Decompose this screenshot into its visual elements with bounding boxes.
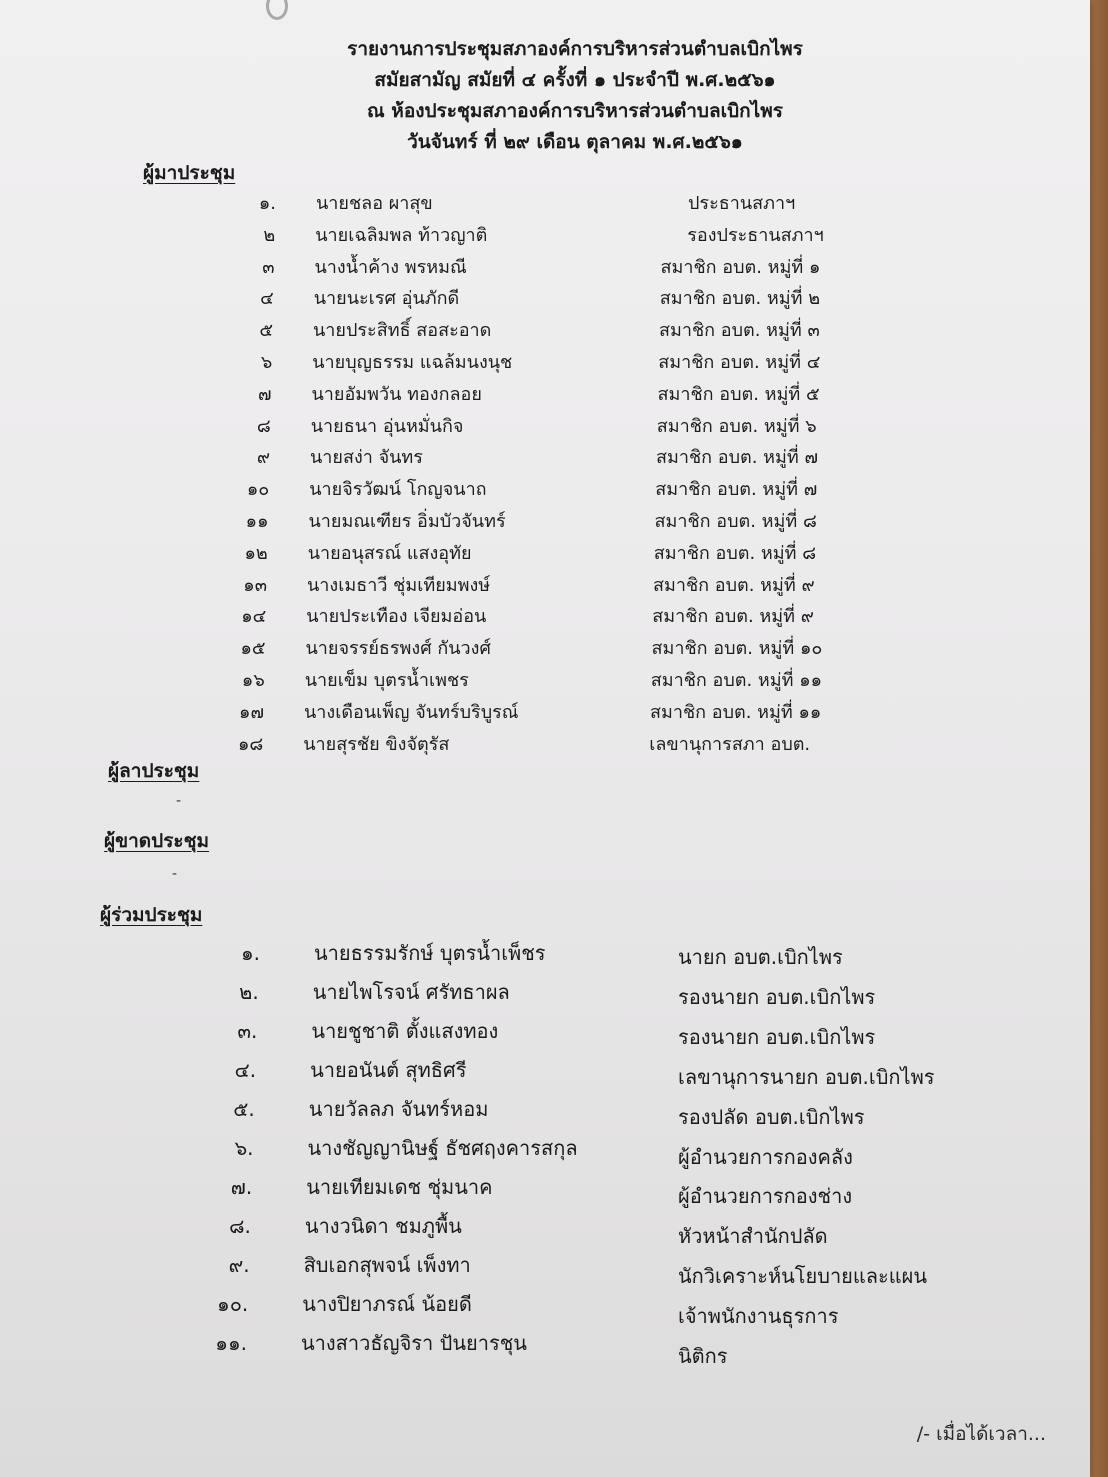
participant-name: นายชูชาติ ตั้งแสงทอง: [311, 1019, 499, 1043]
attendee-name: นายอัมพวัน ทองกลอย: [311, 383, 482, 405]
attendee-row: [0, 379, 1090, 409]
attendee-name: นายเฉลิมพล ท้าวญาติ: [315, 224, 488, 246]
participant-number: ๑๐.: [217, 1292, 249, 1316]
participant-row: [0, 1132, 1090, 1169]
participant-number: ๕.: [233, 1097, 255, 1121]
leave-value: -: [176, 793, 182, 809]
attendee-position: เลขานุการสภา อบต.: [649, 733, 811, 755]
attendee-row: [0, 188, 1090, 218]
participant-row: [0, 1210, 1090, 1249]
participant-name: นางชัญญานิษฐ์ ธัชศฤงคารสกุล: [307, 1136, 578, 1160]
participant-name: นางปิยาภรณ์ น้อยดี: [302, 1292, 472, 1316]
header-session: สมัยสามัญ สมัยที่ ๔ ครั้งที่ ๑ ประจำปี พ.ศ.๒๕๖๑: [374, 69, 776, 91]
attendee-position: สมาชิก อบต. หมู่ที่ ๘: [653, 542, 817, 564]
attendee-position: สมาชิก อบต. หมู่ที่ ๙: [653, 574, 815, 596]
header-title: รายงานการประชุมสภาองค์การบริหารส่วนตำบลเบิกไพร: [347, 38, 803, 60]
attendee-name: นายประสิทธิ์ สอสะอาด: [313, 320, 492, 342]
attendee-name: นายเข็ม บุตรน้ำเพชร: [304, 670, 469, 691]
attendee-position: สมาชิก อบต. หมู่ที่ ๔: [658, 352, 821, 373]
participant-position: นิติกร: [678, 1344, 728, 1368]
attendee-name: นายนะเรศ อุ่นภักดี: [313, 288, 460, 310]
attendee-name: นางน้ำค้าง พรหมณี: [314, 256, 467, 278]
attendee-position: สมาชิก อบต. หมู่ที่ ๒: [659, 288, 821, 310]
participant-number: ๖.: [234, 1136, 254, 1160]
binder-ring: [266, 0, 288, 20]
attendee-row: [0, 220, 1090, 250]
attendee-number: ๖: [260, 352, 273, 373]
attendee-number: ๘: [256, 415, 271, 437]
participant-number: ๙.: [228, 1253, 250, 1277]
attendee-name: นายมณเฑียร อิ่มบัวจันทร์: [308, 511, 506, 532]
attendee-row: [0, 665, 1090, 695]
attendee-number: ๑๑: [245, 511, 269, 532]
participant-row: [0, 1015, 1090, 1049]
participant-name: สิบเอกสุพจน์ เพ็งทา: [303, 1253, 471, 1277]
attendee-position: รองประธานสภาฯ: [687, 224, 824, 246]
attendee-position: สมาชิก อบต. หมู่ที่ ๙: [652, 606, 814, 628]
attendee-number: ๑๗: [239, 701, 264, 723]
attendee-name: นายชลอ ผาสุข: [316, 193, 433, 214]
attendee-position: สมาชิก อบต. หมู่ที่ ๑: [660, 256, 821, 278]
attendee-position: ประธานสภาฯ: [688, 193, 796, 214]
attendee-position: สมาชิก อบต. หมู่ที่ ๑๐: [651, 638, 823, 660]
attendee-row: [0, 252, 1090, 282]
attendee-name: นายบุญธรรม แฉล้มนงนุช: [312, 352, 513, 373]
attendee-number: ๑๐: [246, 479, 270, 501]
document-header: [0, 34, 1090, 158]
attendee-number: ๑๕: [240, 638, 266, 660]
attendee-row: [0, 474, 1090, 504]
attendee-position: สมาชิก อบต. หมู่ที่ ๖: [656, 415, 817, 437]
attendee-row: [0, 506, 1090, 536]
participant-number: ๓.: [237, 1019, 258, 1043]
participant-name: นายเทียมเดช ชุ่มนาค: [306, 1175, 493, 1199]
participant-name: นายวัลลภ จันทร์หอม: [308, 1097, 489, 1121]
participant-position: รองปลัด อบต.เบิกไพร: [678, 1104, 865, 1129]
attendee-number: ๕: [259, 320, 273, 342]
absent-value: -: [172, 866, 178, 882]
attendee-position: สมาชิก อบต. หมู่ที่ ๑๑: [650, 670, 823, 691]
attendee-number: ๑๓: [243, 574, 267, 596]
attendee-name: นายสุรชัย ขิงจัตุรัส: [303, 733, 450, 755]
attendee-row: [0, 570, 1090, 600]
attendee-row: [0, 347, 1090, 377]
attendee-name: นายจรรย์ธรพงศ์ กันวงศ์: [305, 638, 491, 660]
participant-name: นายไพโรจน์ ศรัทธาผล: [312, 980, 510, 1004]
participant-row: [0, 976, 1090, 1010]
attendee-row: [0, 411, 1090, 441]
attendee-number: ๓: [262, 256, 275, 278]
participant-row: [0, 1327, 1090, 1368]
header-venue: ณ ห้องประชุมสภาองค์การบริหารส่วนตำบลเบิกไพร: [367, 100, 783, 122]
attendee-number: ๑๖: [241, 670, 265, 691]
header-date: วันจันทร์ ที่ ๒๙ เดือน ตุลาคม พ.ศ.๒๕๖๑: [407, 131, 743, 153]
absent-heading: ผู้ขาดประชุม: [104, 830, 210, 852]
participant-position: นายก อบต.เบิกไพร: [678, 945, 843, 969]
attendee-name: นายจิรวัฒน์ โกญจนาถ: [309, 479, 487, 501]
participant-name: นางสาวธัญจิรา ปันยารชุน: [301, 1331, 527, 1355]
participant-number: ๘.: [229, 1214, 251, 1238]
attendee-number: ๑๘: [237, 733, 264, 755]
participant-position: รองนายก อบต.เบิกไพร: [678, 1024, 876, 1049]
attendee-number: ๑๒: [244, 542, 268, 564]
participant-number: ๑.: [240, 941, 260, 965]
participant-position: หัวหน้าสำนักปลัด: [678, 1224, 828, 1249]
attendee-name: นางเดือนเพ็ญ จันทร์บริบูรณ์: [304, 701, 519, 723]
attendee-name: นายสง่า จันทร: [310, 447, 423, 469]
participant-row: [0, 1288, 1090, 1329]
participant-number: ๔.: [234, 1058, 257, 1082]
participant-position: นักวิเคราะห์นโยบายและแผน: [678, 1264, 928, 1289]
participant-number: ๗.: [230, 1175, 253, 1199]
attendee-position: สมาชิก อบต. หมู่ที่ ๘: [654, 511, 817, 532]
participant-row: [0, 1171, 1090, 1209]
participant-name: นางวนิดา ชมภูพื้น: [304, 1214, 462, 1238]
attendee-name: นายอนุสรณ์ แสงอุทัย: [307, 542, 472, 564]
participant-row: [0, 1249, 1090, 1289]
participant-name: นายอนันต์ สุทธิศรี: [310, 1058, 467, 1082]
attendee-row: [0, 601, 1090, 631]
participant-position: ผู้อำนวยการกองช่าง: [678, 1184, 853, 1209]
attendee-row: [0, 283, 1090, 313]
attendee-row: [0, 633, 1090, 663]
attendee-number: ๑.: [258, 193, 276, 214]
participant-position: เจ้าพนักงานธุรการ: [678, 1304, 839, 1329]
attendee-name: นางเมธาวี ชุ่มเทียมพงษ์: [307, 574, 491, 596]
attendee-position: สมาชิก อบต. หมู่ที่ ๗: [656, 447, 819, 469]
continuation-note: /- เมื่อได้เวลา...: [916, 1423, 1046, 1445]
attendee-position: สมาชิก อบต. หมู่ที่ ๕: [657, 383, 820, 405]
attendee-position: สมาชิก อบต. หมู่ที่ ๓: [659, 320, 820, 342]
participant-row: [0, 1093, 1090, 1127]
attendee-number: ๑๔: [241, 606, 267, 628]
attendee-number: ๒: [263, 224, 276, 246]
attendee-row: [0, 315, 1090, 345]
participant-position: ผู้อำนวยการกองคลัง: [678, 1144, 853, 1169]
participant-number: ๑๑.: [215, 1331, 247, 1355]
attendees-heading: ผู้มาประชุม: [143, 162, 236, 184]
participant-row: [0, 937, 1090, 971]
attendee-row: [0, 729, 1090, 759]
leave-heading: ผู้ลาประชุม: [108, 760, 200, 782]
attendee-position: สมาชิก อบต. หมู่ที่ ๗: [655, 479, 818, 501]
attendee-number: ๔: [260, 288, 274, 310]
attendee-number: ๙: [256, 447, 270, 469]
participant-number: ๒.: [239, 980, 259, 1004]
attendee-number: ๗: [257, 383, 272, 405]
attendee-name: นายธนา อุ่นหมั่นกิจ: [310, 415, 464, 437]
attendee-position: สมาชิก อบต. หมู่ที่ ๑๑: [650, 701, 822, 723]
participant-row: [0, 1054, 1090, 1088]
participant-position: เลขานุการนายก อบต.เบิกไพร: [678, 1064, 935, 1089]
participant-position: รองนายก อบต.เบิกไพร: [678, 984, 876, 1009]
participant-name: นายธรรมรักษ์ บุตรน้ำเพ็ชร: [314, 941, 546, 965]
attendee-row: [0, 442, 1090, 472]
attendee-row: [0, 697, 1090, 727]
attendee-row: [0, 538, 1090, 568]
participants-heading: ผู้ร่วมประชุม: [100, 904, 203, 926]
attendee-name: นายประเทือง เจียมอ่อน: [306, 606, 487, 628]
